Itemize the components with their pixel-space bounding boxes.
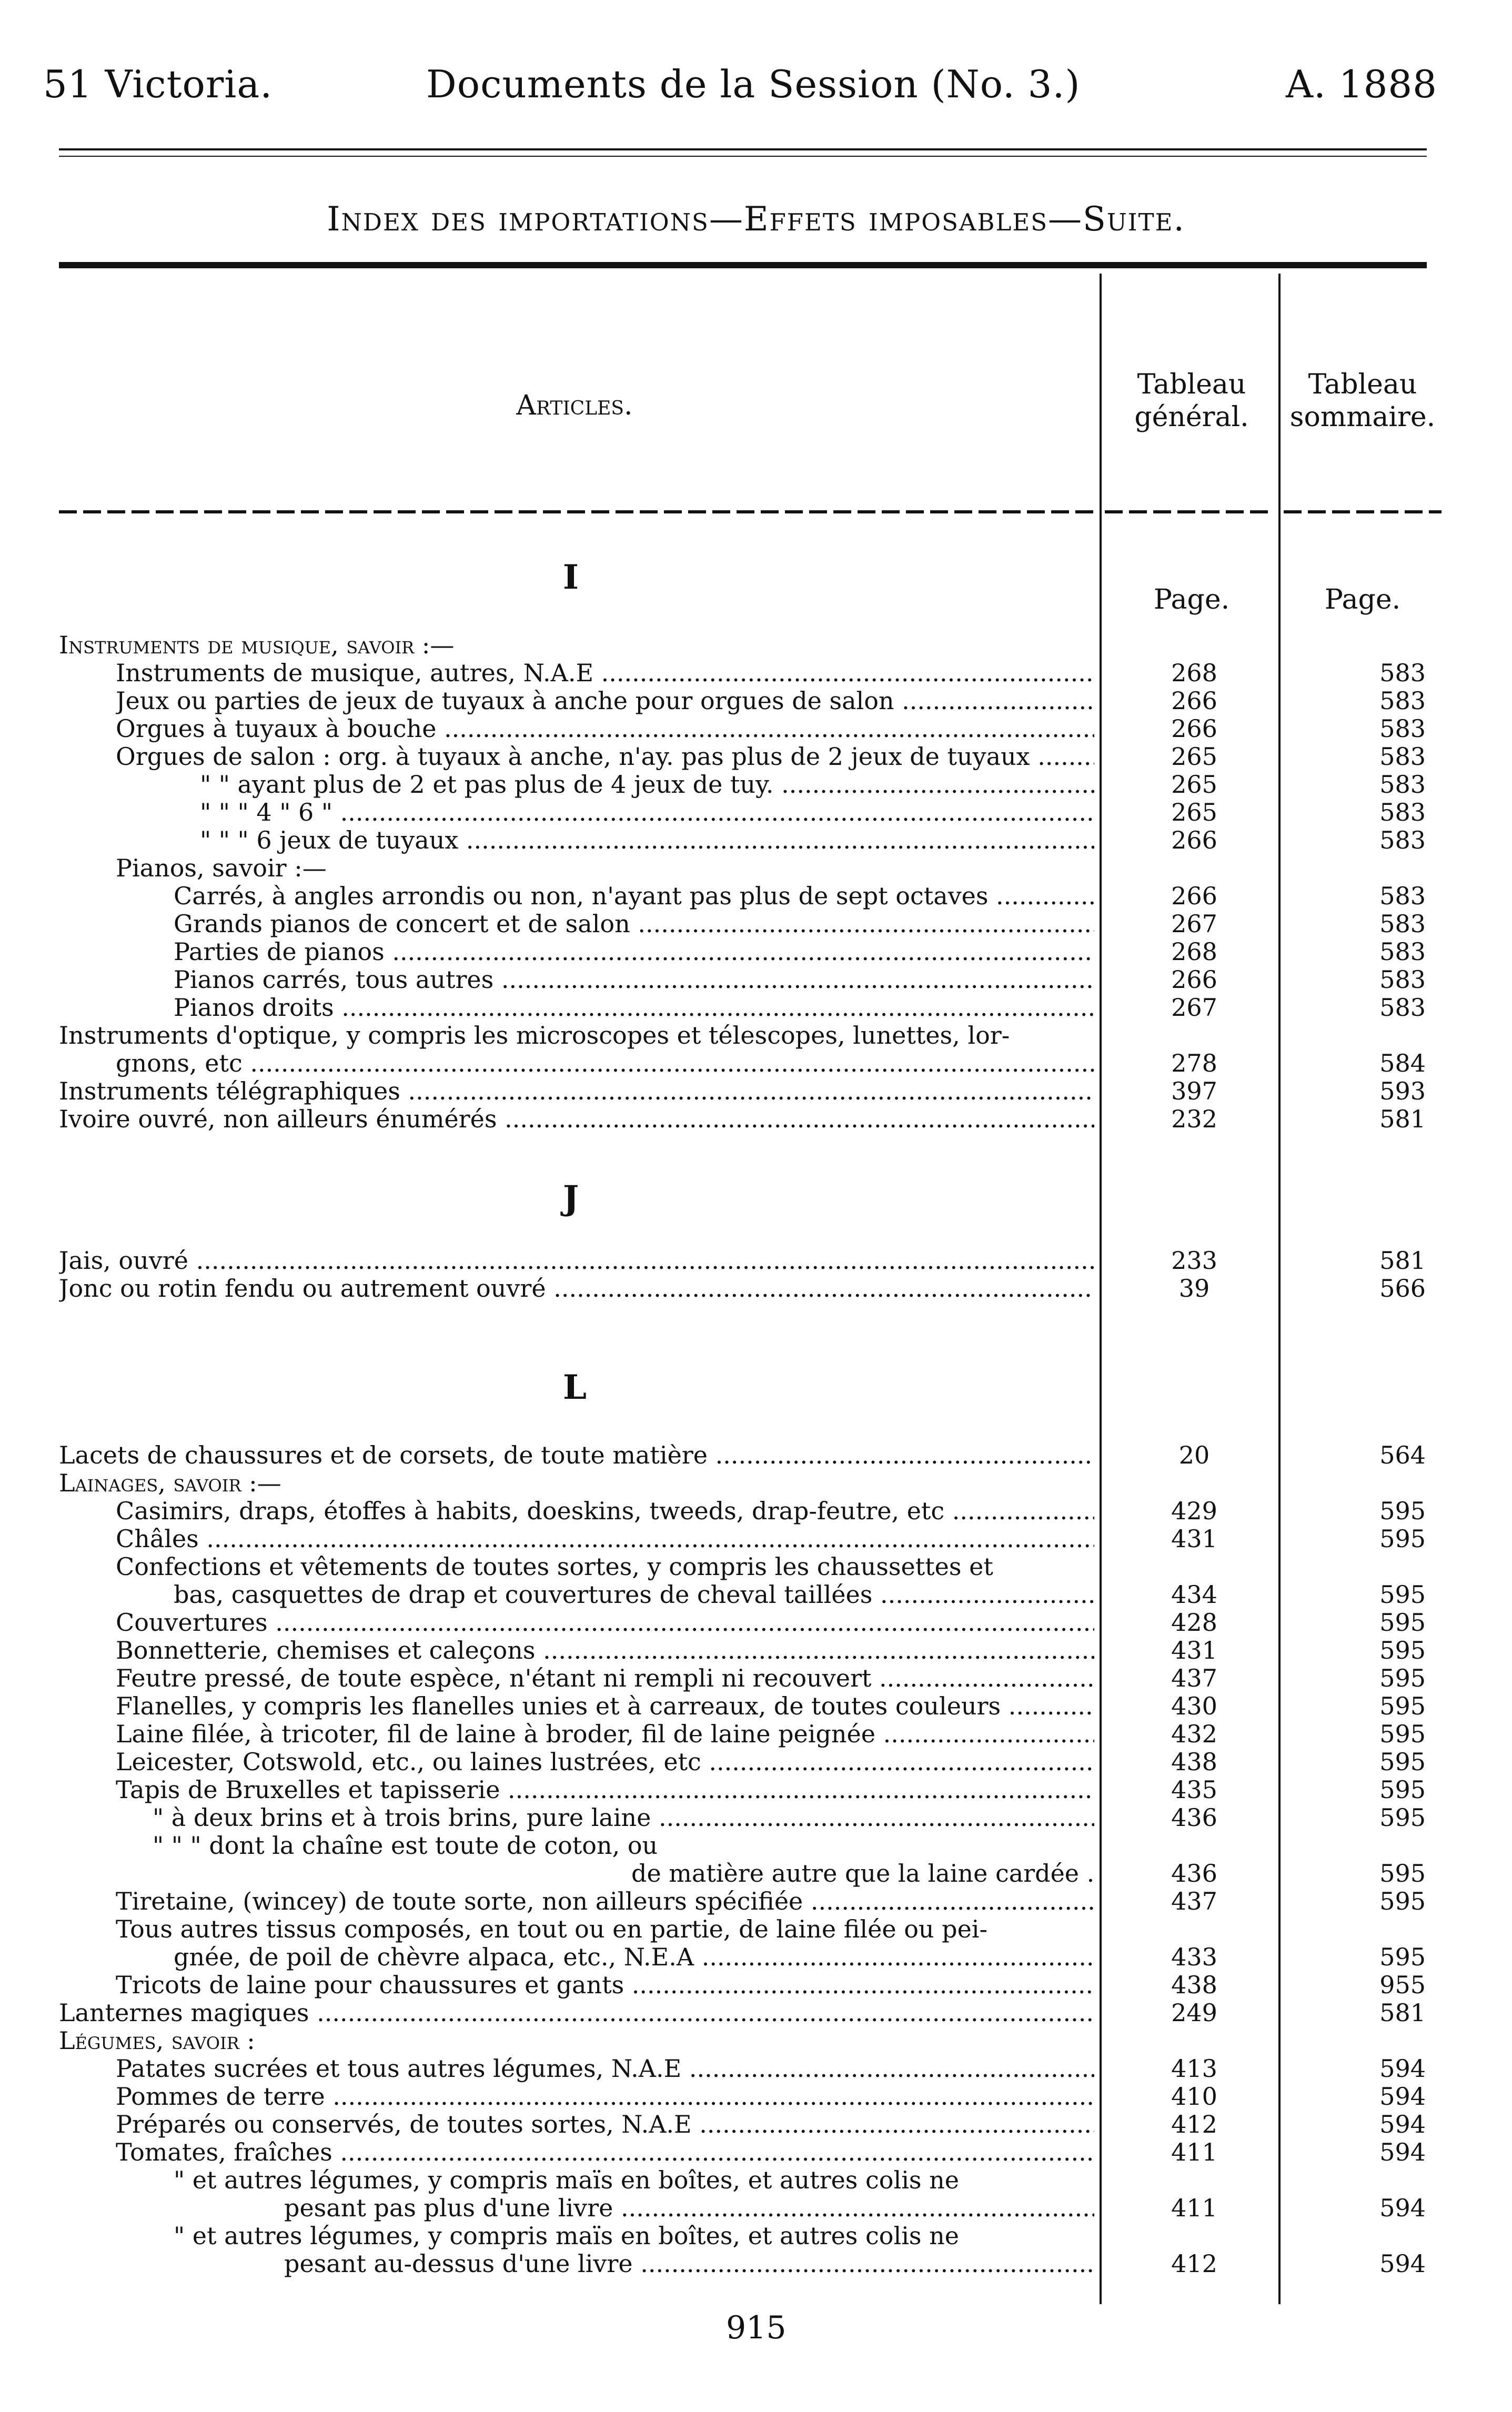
general-page: 436 [1171, 1803, 1217, 1832]
summary-page: 595 [1379, 1636, 1426, 1664]
general-page: 432 [1171, 1720, 1217, 1748]
article-text: Tapis de Bruxelles et tapisserie ..... [116, 1776, 1094, 1803]
header-divider-articles [59, 510, 1095, 513]
article-text: gnons, etc ..... [116, 1049, 1094, 1077]
index-row [0, 1077, 1512, 1105]
general-page: 266 [1171, 826, 1217, 854]
article-text: pesant au-dessus d'une livre ..... [284, 2250, 1094, 2277]
summary-page: 595 [1379, 1748, 1426, 1776]
general-page: 267 [1171, 910, 1217, 938]
index-row [0, 2194, 1512, 2222]
article-text: Tiretaine, (wincey) de toute sorte, non ailleurs spécifiée ..... [116, 1888, 1094, 1915]
summary-page: 581 [1379, 1246, 1426, 1275]
summary-page: 583 [1379, 659, 1426, 687]
general-page: 268 [1171, 937, 1217, 966]
article-text: Carrés, à angles arrondis ou non, n'ayant pas plus de sept octaves ..... [174, 882, 1094, 910]
article-text: " et autres légumes, y compris maïs en boîtes, et autres colis ne [174, 2166, 959, 2194]
article-text: Pianos carrés, tous autres ..... [174, 966, 1094, 993]
column-header-summary-line2: sommaire. [1289, 401, 1436, 433]
column-header-articles: Articles. [516, 390, 633, 421]
index-row [0, 1637, 1512, 1664]
section-letter-j: J [563, 1178, 579, 1218]
summary-page: 583 [1379, 826, 1426, 854]
article-text: Instruments d'optique, y compris les microscopes et télescopes, lunettes, lor- [59, 1022, 1010, 1049]
index-row [0, 771, 1512, 798]
summary-page: 595 [1379, 1943, 1426, 1971]
index-row [0, 1943, 1512, 1971]
summary-page: 583 [1379, 882, 1426, 910]
general-page: 438 [1171, 1748, 1217, 1776]
index-row [0, 1247, 1512, 1274]
summary-page: 583 [1379, 687, 1426, 715]
article-text: Châles ..... [116, 1525, 1094, 1552]
article-text: " et autres légumes, y compris maïs en boîtes, et autres colis ne [174, 2222, 959, 2249]
article-text: Flanelles, y compris les flanelles unies et à carreaux, de toutes couleurs ..... [116, 1692, 1094, 1720]
index-row [0, 994, 1512, 1021]
summary-page: 581 [1379, 1105, 1426, 1133]
summary-page: 593 [1379, 1077, 1426, 1105]
article-text: " " " 6 jeux de tuyaux ..... [200, 826, 1094, 854]
general-page: 265 [1171, 770, 1217, 799]
general-page: 413 [1171, 2054, 1217, 2083]
summary-page: 595 [1379, 1497, 1426, 1525]
header-divider-summary [1284, 510, 1442, 513]
column-header-summary-line1: Tableau [1308, 369, 1417, 400]
index-row [0, 2166, 1512, 2194]
general-page: 411 [1171, 2138, 1217, 2166]
summary-page: 955 [1379, 1971, 1426, 1999]
article-text: Laine filée, à tricoter, fil de laine à broder, fil de laine peignée ..... [116, 1720, 1094, 1748]
header-rule [59, 148, 1427, 150]
header-center: Documents de la Session (No. 3.) [426, 62, 1081, 106]
article-text: Instruments de musique, autres, N.A.E ..... [116, 659, 1094, 687]
summary-page: 584 [1379, 1049, 1426, 1077]
article-text: Patates sucrées et tous autres légumes, N.A.E ..... [116, 2055, 1094, 2082]
index-row [0, 1915, 1512, 1943]
index-row [0, 631, 1512, 659]
summary-page: 595 [1379, 1720, 1426, 1748]
summary-page: 583 [1379, 770, 1426, 799]
article-text: Instruments de musique, savoir :— [59, 631, 455, 659]
general-page: 437 [1171, 1664, 1217, 1692]
index-row [0, 1105, 1512, 1133]
general-page: 397 [1171, 1077, 1217, 1105]
general-page: 411 [1171, 2194, 1217, 2222]
index-row [0, 1776, 1512, 1803]
summary-page: 595 [1379, 1608, 1426, 1637]
general-page: 278 [1171, 1049, 1217, 1077]
index-row [0, 882, 1512, 910]
general-page: 429 [1171, 1497, 1217, 1525]
summary-page: 594 [1379, 2138, 1426, 2166]
index-row [0, 1049, 1512, 1077]
article-text: Feutre pressé, de toute espèce, n'étant ni rempli ni recouvert ..... [116, 1664, 1094, 1692]
article-text: Jonc ou rotin fendu ou autrement ouvré ..... [59, 1275, 1094, 1302]
general-page: 265 [1171, 798, 1217, 826]
index-row [0, 2083, 1512, 2110]
index-row [0, 854, 1512, 882]
index-row [0, 2055, 1512, 2082]
article-text: Légumes, savoir : [59, 2027, 255, 2054]
article-text: Lanternes magiques ..... [59, 1999, 1094, 2026]
header-divider-general [1105, 510, 1273, 513]
summary-page: 595 [1379, 1803, 1426, 1832]
index-row [0, 2250, 1512, 2277]
article-text: Couvertures ..... [116, 1609, 1094, 1636]
summary-page: 564 [1379, 1441, 1426, 1469]
index-row [0, 1999, 1512, 2026]
article-text: bas, casquettes de drap et couvertures de cheval taillées ..... [174, 1581, 1094, 1608]
article-text: Leicester, Cotswold, etc., ou laines lustrées, etc ..... [116, 1748, 1094, 1775]
general-page: 431 [1171, 1525, 1217, 1553]
index-row [0, 687, 1512, 714]
general-page: 266 [1171, 714, 1217, 743]
general-page: 266 [1171, 965, 1217, 994]
index-row [0, 1581, 1512, 1608]
article-text: Préparés ou conservés, de toutes sortes, N.A.E ..... [116, 2111, 1094, 2138]
summary-page: 595 [1379, 1692, 1426, 1720]
index-row [0, 743, 1512, 770]
summary-page: 583 [1379, 993, 1426, 1022]
summary-page: 595 [1379, 1775, 1426, 1804]
general-page: 233 [1171, 1246, 1217, 1275]
index-row [0, 659, 1512, 687]
general-page: 266 [1171, 687, 1217, 715]
article-text: Tomates, fraîches ..... [116, 2138, 1094, 2166]
general-page: 265 [1171, 742, 1217, 771]
index-row [0, 2111, 1512, 2138]
summary-page: 594 [1379, 2110, 1426, 2138]
article-text: Pommes de terre ..... [116, 2083, 1094, 2110]
summary-page: 581 [1379, 1999, 1426, 2027]
general-page: 412 [1171, 2249, 1217, 2278]
article-text: " " ayant plus de 2 et pas plus de 4 jeux de tuy. ..... [200, 771, 1094, 798]
column-header-summary [1284, 368, 1442, 433]
column-header-general-line2: général. [1134, 401, 1249, 433]
article-text: Parties de pianos ..... [174, 938, 1094, 965]
general-page: 431 [1171, 1636, 1217, 1664]
general-page: 437 [1171, 1887, 1217, 1915]
section-letter-l: L [563, 1368, 587, 1407]
section-letter-i: I [563, 558, 579, 597]
header-right: A. 1888 [1285, 62, 1437, 106]
article-text: pesant pas plus d'une livre ..... [284, 2194, 1094, 2222]
index-row [0, 1469, 1512, 1497]
index-row [0, 799, 1512, 826]
article-text: Lacets de chaussures et de corsets, de toute matière ..... [59, 1441, 1094, 1469]
summary-page: 594 [1379, 2054, 1426, 2083]
summary-page: 594 [1379, 2194, 1426, 2222]
column-header-general [1105, 368, 1278, 433]
title-rule [59, 262, 1427, 268]
general-page: 268 [1171, 659, 1217, 687]
general-page: 434 [1171, 1580, 1217, 1609]
index-row [0, 2222, 1512, 2249]
article-text: " " " 4 " 6 " ..... [200, 799, 1094, 826]
article-text: Lainages, savoir :— [59, 1469, 281, 1497]
index-row [0, 1275, 1512, 1302]
general-page: 412 [1171, 2110, 1217, 2138]
general-page: 20 [1178, 1441, 1210, 1469]
summary-page: 594 [1379, 2082, 1426, 2111]
index-row [0, 1022, 1512, 1049]
summary-page: 595 [1379, 1664, 1426, 1692]
general-page: 438 [1171, 1971, 1217, 1999]
index-row [0, 1804, 1512, 1831]
article-text: Instruments télégraphiques ..... [59, 1077, 1094, 1105]
summary-page: 595 [1379, 1887, 1426, 1915]
article-text: Bonnetterie, chemises et caleçons ..... [116, 1637, 1094, 1664]
general-page: 249 [1171, 1999, 1217, 2027]
page-number: 915 [726, 2309, 787, 2346]
general-page: 430 [1171, 1692, 1217, 1720]
article-text: Tricots de laine pour chaussures et gants ..... [116, 1971, 1094, 1999]
summary-page: 583 [1379, 910, 1426, 938]
article-text: " à deux brins et à trois brins, pure laine ..... [153, 1804, 1094, 1831]
summary-page: 583 [1379, 742, 1426, 771]
article-text: de matière autre que la laine cardée ..... [631, 1860, 1094, 1887]
article-text: Grands pianos de concert et de salon ..... [174, 910, 1094, 937]
article-text: Tous autres tissus composés, en tout ou en partie, de laine filée ou pei- [116, 1915, 988, 1943]
general-page: 410 [1171, 2082, 1217, 2111]
summary-page: 583 [1379, 965, 1426, 994]
general-page: 433 [1171, 1943, 1217, 1971]
index-row [0, 826, 1512, 854]
summary-page: 595 [1379, 1580, 1426, 1609]
index-row [0, 1525, 1512, 1552]
index-row [0, 1720, 1512, 1748]
index-row [0, 2138, 1512, 2166]
summary-page: 583 [1379, 798, 1426, 826]
header-left: 51 Victoria. [43, 62, 273, 106]
index-row [0, 1748, 1512, 1775]
article-text: Confections et vêtements de toutes sortes, y compris les chaussettes et [116, 1553, 993, 1580]
index-row [0, 2027, 1512, 2054]
summary-page: 566 [1379, 1274, 1426, 1303]
summary-page: 583 [1379, 714, 1426, 743]
index-row [0, 1609, 1512, 1636]
page-label-summary: Page. [1324, 584, 1401, 615]
index-row [0, 1441, 1512, 1469]
general-page: 267 [1171, 993, 1217, 1022]
index-row [0, 1553, 1512, 1580]
article-text: Pianos, savoir :— [116, 854, 327, 882]
general-page: 436 [1171, 1859, 1217, 1888]
page-label-general: Page. [1153, 584, 1230, 615]
index-row [0, 1832, 1512, 1859]
index-row [0, 1497, 1512, 1525]
index-row [0, 1664, 1512, 1692]
summary-page: 583 [1379, 937, 1426, 966]
article-text: gnée, de poil de chèvre alpaca, etc., N.E.A ..... [174, 1943, 1094, 1971]
article-text: Orgues à tuyaux à bouche ..... [116, 715, 1094, 742]
index-row [0, 966, 1512, 993]
article-text: Orgues de salon : org. à tuyaux à anche, n'ay. pas plus de 2 jeux de tuyaux ..... [116, 743, 1094, 770]
index-row [0, 938, 1512, 965]
article-text: Pianos droits ..... [174, 994, 1094, 1021]
header-rule-thin [59, 156, 1427, 157]
article-text: Casimirs, draps, étoffes à habits, doeskins, tweeds, drap-feutre, etc ..... [116, 1497, 1094, 1525]
article-text: Jeux ou parties de jeux de tuyaux à anche pour orgues de salon ..... [116, 687, 1094, 714]
index-row [0, 910, 1512, 937]
article-text: " " " dont la chaîne est toute de coton, ou [153, 1832, 658, 1859]
index-row [0, 715, 1512, 742]
general-page: 435 [1171, 1775, 1217, 1804]
index-row [0, 1692, 1512, 1720]
index-row [0, 1888, 1512, 1915]
article-text: Ivoire ouvré, non ailleurs énumérés ..... [59, 1105, 1094, 1133]
summary-page: 595 [1379, 1859, 1426, 1888]
index-row [0, 1971, 1512, 1999]
page-title: Index des importations—Effets imposables—Suite. [327, 200, 1185, 239]
article-text: Jais, ouvré ..... [59, 1247, 1094, 1274]
general-page: 39 [1178, 1274, 1210, 1303]
general-page: 428 [1171, 1608, 1217, 1637]
index-row [0, 1860, 1512, 1887]
general-page: 266 [1171, 882, 1217, 910]
summary-page: 595 [1379, 1525, 1426, 1553]
general-page: 232 [1171, 1105, 1217, 1133]
summary-page: 594 [1379, 2249, 1426, 2278]
column-header-general-line1: Tableau [1137, 369, 1246, 400]
